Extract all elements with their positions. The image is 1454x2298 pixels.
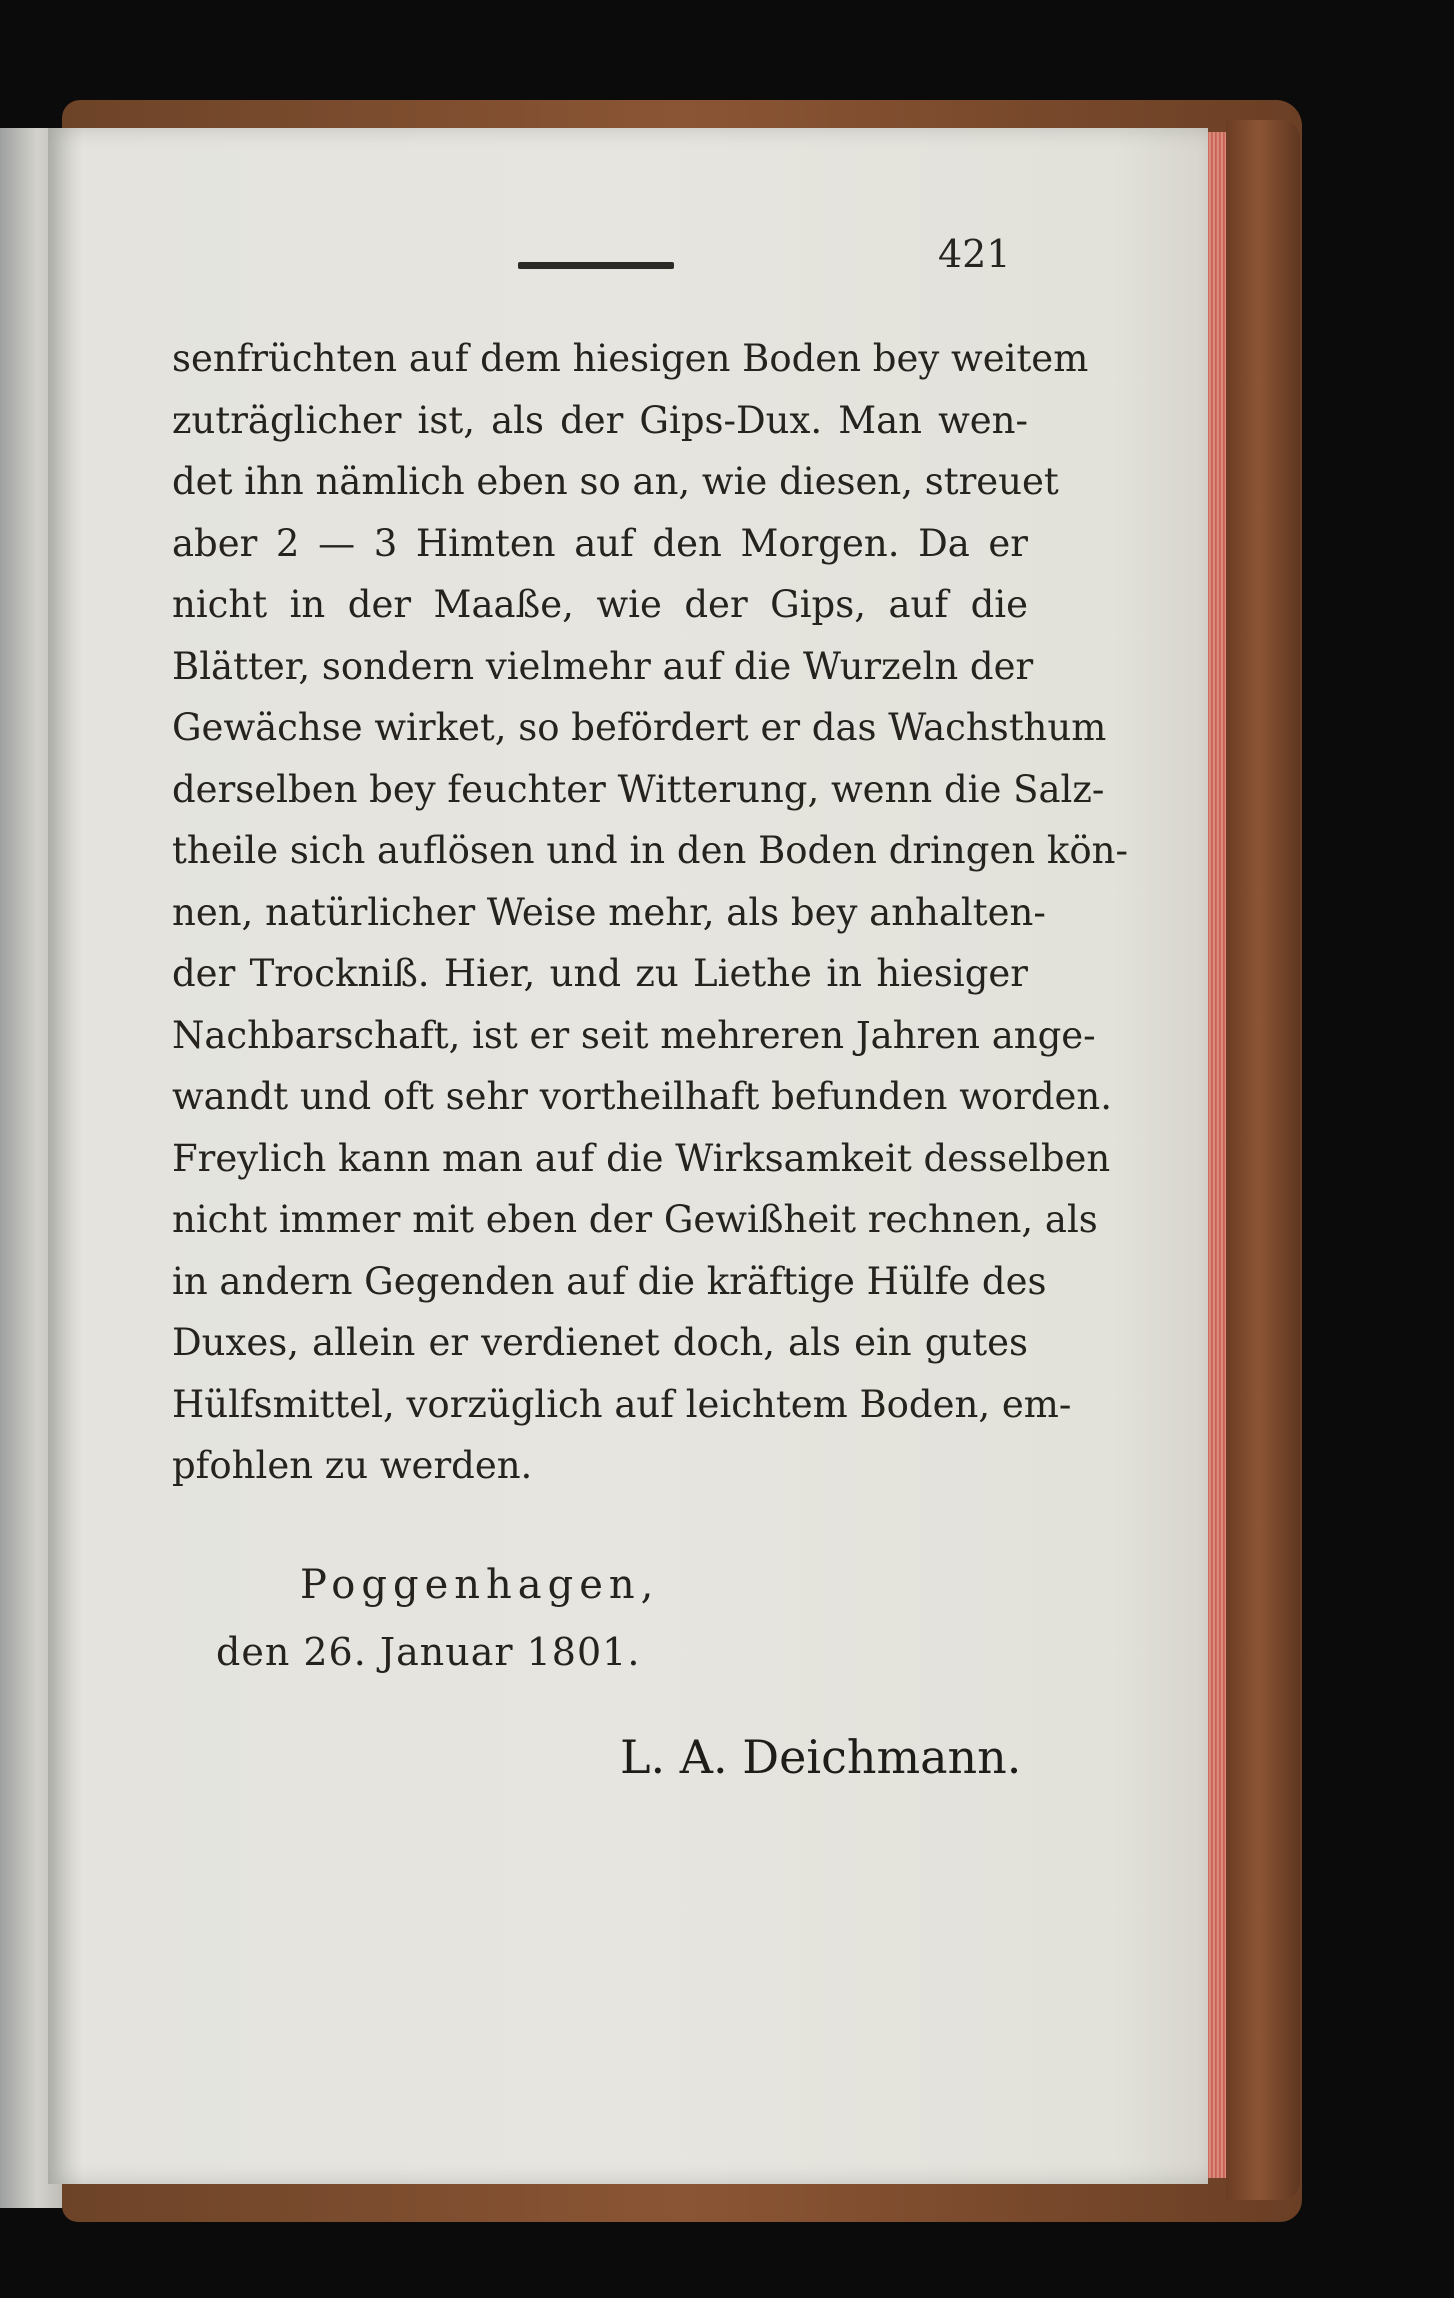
text-line: aber 2 — 3 Himten auf den Morgen. Da er [172, 521, 1028, 565]
text-line: Duxes, allein er verdienet doch, als ein gutes [172, 1321, 1028, 1364]
text-line: Blätter, sondern vielmehr auf die Wurzeln der [172, 644, 1034, 688]
text-line: der Trockniß. Hier, und zu Liethe in hiesiger [172, 952, 1028, 995]
date-line: den 26. Januar 1801. [216, 1630, 641, 1674]
text-line: in andern Gegenden auf die kräftige Hülfe des [172, 1259, 1047, 1303]
page-number: 421 [938, 232, 1011, 276]
text-line: theile sich auflösen und in den Boden dringen kön- [172, 829, 1128, 872]
text-line: zuträglicher ist, als der Gips-Dux. Man wen- [172, 398, 1028, 442]
text-line: nen, natürlicher Weise mehr, als bey anhalten- [172, 890, 1046, 934]
text-line: senfrüchten auf dem hiesigen Boden bey weitem [172, 337, 1089, 380]
place-name: Poggenhagen, [300, 1562, 660, 1608]
text-line: Freylich kann man auf die Wirksamkeit desselben [172, 1136, 1111, 1180]
text-line: Gewächse wirket, so befördert er das Wachsthum [172, 706, 1107, 749]
body-text [172, 328, 1128, 1497]
book-cover-right [1226, 120, 1300, 2200]
text-line: wandt und oft sehr vortheilhaft befunden worden. [172, 1075, 1112, 1118]
text-line: nicht in der Maaße, wie der Gips, auf die [172, 583, 1028, 626]
page-edge-red [1208, 132, 1226, 2178]
author-signature: L. A. Deichmann. [620, 1730, 1022, 1784]
text-line: derselben bey feuchter Witterung, wenn die Salz- [172, 767, 1105, 811]
text-line: Nachbarschaft, ist er seit mehreren Jahren ange- [172, 1013, 1096, 1057]
text-line: nicht immer mit eben der Gewißheit rechnen, als [172, 1198, 1098, 1241]
text-line: Hülfsmittel, vorzüglich auf leichtem Boden, em- [172, 1382, 1072, 1426]
text-line: pfohlen zu werden. [172, 1444, 533, 1487]
text-line: det ihn nämlich eben so an, wie diesen, streuet [172, 460, 1059, 503]
header-rule [518, 262, 674, 269]
